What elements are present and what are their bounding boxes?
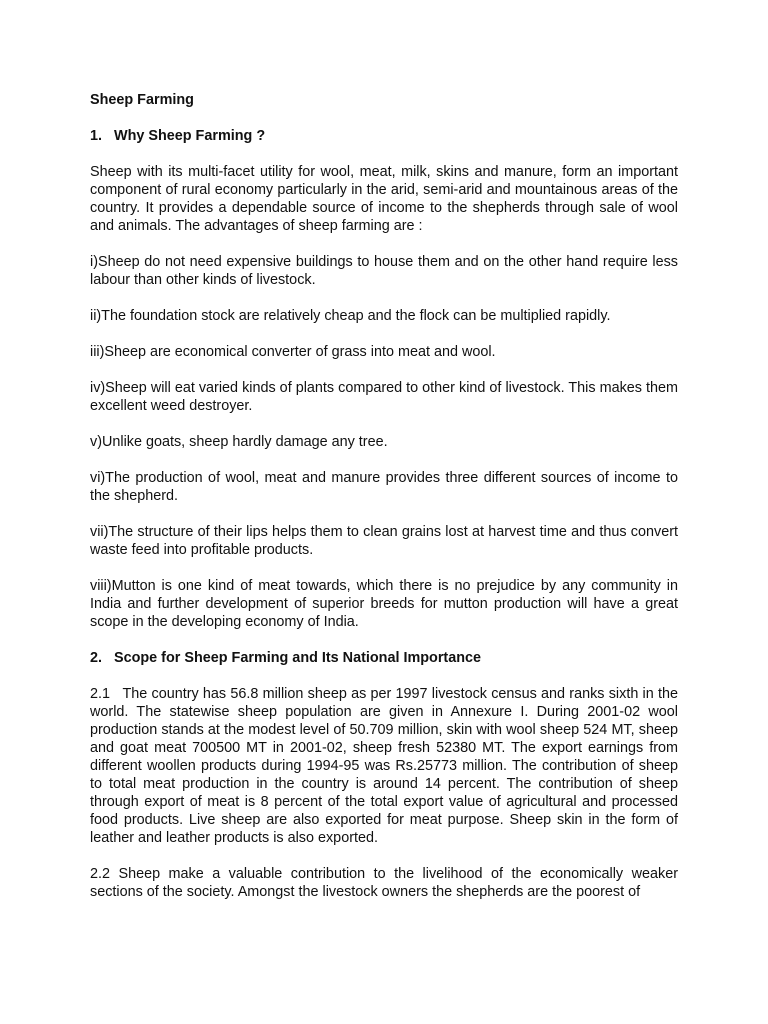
section-2-heading: 2. Scope for Sheep Farming and Its National Importance [90, 650, 482, 666]
section-2-paragraph-2: 2.2 Sheep make a valuable contribution to the livelihood of the economically weaker sections of the society. Amongst the livestock owners the shepherds are the poorest of [90, 866, 678, 900]
section-2-paragraph-1: 2.1 The country has 56.8 million sheep as per 1997 livestock census and ranks sixth in the world. The statewise sheep population are given in Annexure I. During 2001-02 wool production stands at the modest level of 50.709 million, skin with wool sheep 524 MT, sheep and goat meat 700500 MT in 2001-02, sheep fresh 52380 MT. The export earnings from different woollen products during 1994-95 was Rs.25773 million. The contribution of sheep to total meat production in the country is around 14 percent. The contribution of sheep through export of meat is 8 percent of the total export value of agricultural and processed food products. Live sheep are also exported for meat purpose. Sheep skin in the form of leather and leather products is also exported. [90, 686, 682, 846]
advantage-point-4: iv)Sheep will eat varied kinds of plants compared to other kind of livestock. This makes them excellent weed destroyer. [90, 380, 678, 414]
advantage-point-5: v)Unlike goats, sheep hardly damage any tree. [90, 434, 388, 450]
document-title: Sheep Farming [90, 92, 194, 108]
document-page [90, 91, 682, 919]
advantage-point-3: iii)Sheep are economical converter of grass into meat and wool. [90, 344, 496, 360]
advantage-point-2: ii)The foundation stock are relatively cheap and the flock can be multiplied rapidly. [90, 308, 611, 324]
section-1-intro: Sheep with its multi-facet utility for wool, meat, milk, skins and manure, form an important component of rural economy particularly in the arid, semi-arid and mountainous areas of the country. It provides a dependable source of income to the shepherds through sale of wool and animals. The advantages of sheep farming are : [90, 164, 678, 234]
advantage-point-6: vi)The production of wool, meat and manure provides three different sources of income to the shepherd. [90, 470, 678, 504]
advantage-point-7: vii)The structure of their lips helps them to clean grains lost at harvest time and thus convert waste feed into profitable products. [90, 524, 678, 558]
advantage-point-1: i)Sheep do not need expensive buildings to house them and on the other hand require less labour than other kinds of livestock. [90, 254, 678, 288]
section-1-heading: 1. Why Sheep Farming ? [90, 128, 266, 144]
advantage-point-8: viii)Mutton is one kind of meat towards, which there is no prejudice by any community in India and further development of superior breeds for mutton production will have a great scope in the developing economy of India. [90, 578, 678, 630]
